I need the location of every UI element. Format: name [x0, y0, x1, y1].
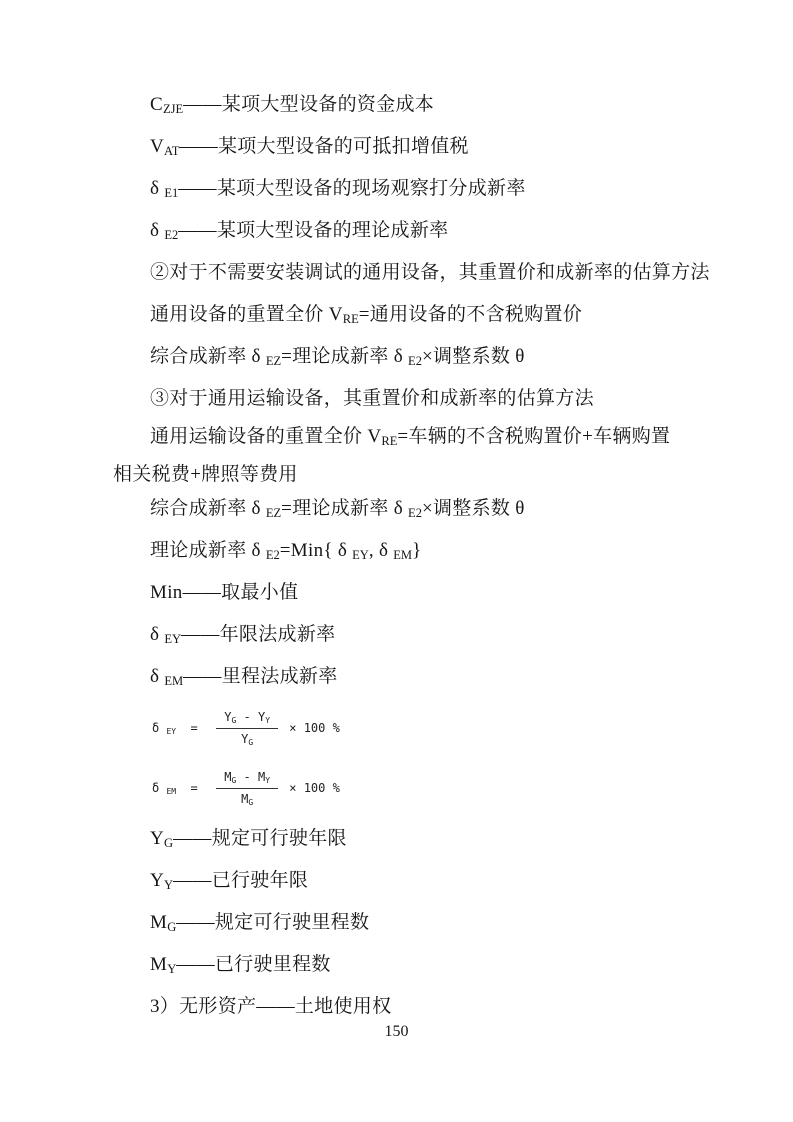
formula-fraction [216, 770, 278, 807]
subscript: E2 [408, 353, 422, 368]
subscript: G [167, 919, 177, 934]
subscript: AT [164, 143, 180, 158]
subscript: G [231, 775, 237, 785]
text-line: ③对于通用运输设备，其重置价和成新率的估算方法 [150, 388, 594, 409]
formula-numerator: YG - YY [216, 710, 278, 729]
subscript: EZ [265, 505, 282, 520]
document-content [113, 84, 710, 1028]
subscript: G [164, 835, 174, 850]
page-number: 150 [384, 1023, 409, 1040]
formula-line [113, 698, 680, 758]
text-line: δ EM——里程法成新率 [150, 666, 338, 688]
subscript: G [231, 715, 237, 725]
subscript: G [248, 797, 254, 807]
subscript: E1 [164, 185, 179, 200]
subscript: EM [166, 786, 177, 796]
subscript: EZ [265, 353, 282, 368]
text-line: MY——已行驶里程数 [150, 954, 331, 976]
subscript: EM [164, 673, 184, 688]
text-line: 综合成新率 δ EZ=理论成新率 δ E2×调整系数 θ [150, 498, 525, 520]
text-line: MG——规定可行驶里程数 [150, 912, 370, 934]
subscript: E2 [164, 227, 179, 242]
formula-line [113, 758, 680, 818]
subscript: RE [342, 311, 359, 326]
formula-rhs: × 100 % [282, 721, 340, 735]
formula-lhs: δ EM = [152, 780, 213, 796]
formula-numerator: MG - MY [216, 770, 278, 789]
subscript: G [248, 737, 254, 747]
formula-rhs: × 100 % [282, 781, 340, 795]
subscript: EY [352, 547, 369, 562]
text-line: CZJE——某项大型设备的资金成本 [150, 94, 435, 116]
text-line: YY——已行驶年限 [150, 870, 309, 892]
text-line: 理论成新率 δ E2=Min{ δ EY, δ EM} [150, 540, 422, 562]
text-line: YG——规定可行驶年限 [150, 828, 347, 850]
subscript: EY [164, 631, 182, 646]
text-line: δ EY——年限法成新率 [150, 624, 336, 646]
text-line: δ E1——某项大型设备的现场观察打分成新率 [150, 178, 526, 200]
subscript: RE [381, 433, 398, 448]
text-line: Min——取最小值 [150, 582, 299, 603]
subscript: Y [265, 775, 271, 785]
text-line: VAT——某项大型设备的可抵扣增值税 [150, 136, 469, 158]
text-line: 3）无形资产——土地使用权 [150, 996, 392, 1017]
formula-fraction [216, 710, 278, 747]
formula-denominator: MG [241, 791, 254, 807]
subscript: E2 [265, 547, 280, 562]
text-line: δ E2——某项大型设备的理论成新率 [150, 220, 449, 242]
formula-denominator: YG [241, 731, 254, 747]
subscript: Y [164, 877, 174, 892]
subscript: Y [167, 961, 177, 976]
subscript: ZJE [162, 101, 184, 116]
subscript: EY [166, 726, 177, 736]
subscript: E2 [408, 505, 422, 520]
text-line: 通用运输设备的重置全价 VRE=车辆的不含税购置价+车辆购置相关税费+牌照等费用 [113, 426, 671, 485]
text-line: ②对于不需要安装调试的通用设备，其重置价和成新率的估算方法 [150, 262, 710, 283]
subscript: EM [393, 547, 413, 562]
text-line: 通用设备的重置全价 VRE=通用设备的不含税购置价 [150, 304, 583, 326]
subscript: Y [265, 715, 271, 725]
text-line: 综合成新率 δ EZ=理论成新率 δ E2×调整系数 θ [150, 346, 525, 368]
formula-lhs: δ EY = [152, 720, 213, 736]
